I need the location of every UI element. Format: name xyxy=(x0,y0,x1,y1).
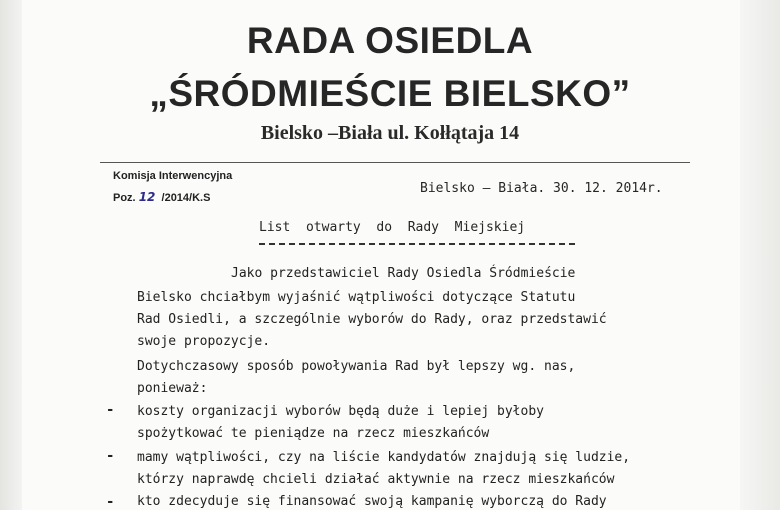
council-address: Bielsko –Biała ul. Kołłątaja 14 xyxy=(260,122,520,144)
body-line: Rad Osiedli, a szczególnie wyborów do Rady, oraz przedstawić xyxy=(137,312,607,327)
body-line: swoje propozycje. xyxy=(137,334,271,349)
reference-number xyxy=(113,190,210,204)
body-line: ponieważ: xyxy=(137,381,208,396)
ref-handwritten-number: 12 xyxy=(138,190,156,204)
body-line: Jako przedstawiciel Rady Osiedla Śródmieście xyxy=(231,266,576,281)
ref-suffix: /K.S xyxy=(189,192,211,204)
list-item: kto zdecyduje się finansować swoją kampanię wyborczą do Rady xyxy=(137,494,607,509)
commission-name: Komisja Interwencyjna xyxy=(113,170,233,182)
council-subtitle: „ŚRÓDMIEŚCIE BIELSKO” xyxy=(149,73,631,114)
list-item-continuation: spożytkować te pieniądze na rzecz mieszkańców xyxy=(137,426,490,441)
ref-prefix: Poz. xyxy=(113,192,136,204)
ref-year: /2014 xyxy=(161,192,190,204)
body-line: Bielsko chciałbym wyjaśnić wątpliwości dotyczące Statutu xyxy=(137,290,576,305)
bullet-mark: - xyxy=(106,494,115,510)
list-item-continuation: którzy naprawdę chcieli działać aktywnie na rzecz mieszkańców xyxy=(137,472,615,487)
list-item: koszty organizacji wyborów będą duże i lepiej byłoby xyxy=(137,404,544,419)
header-divider xyxy=(100,162,690,163)
letter-date: Bielsko – Biała. 30. 12. 2014r. xyxy=(420,181,663,196)
list-item: mamy wątpliwości, czy na liście kandydatów znajdują się ludzie, xyxy=(137,450,631,465)
bullet-mark: - xyxy=(106,402,115,418)
body-line: Dotychczasowy sposób powoływania Rad był lepszy wg. nas, xyxy=(137,359,576,374)
council-title: RADA OSIEDLA xyxy=(246,20,534,61)
bullet-mark: - xyxy=(106,448,115,464)
heading-dashed-underline xyxy=(259,243,575,245)
letter-heading: List otwarty do Rady Miejskiej xyxy=(259,220,526,235)
